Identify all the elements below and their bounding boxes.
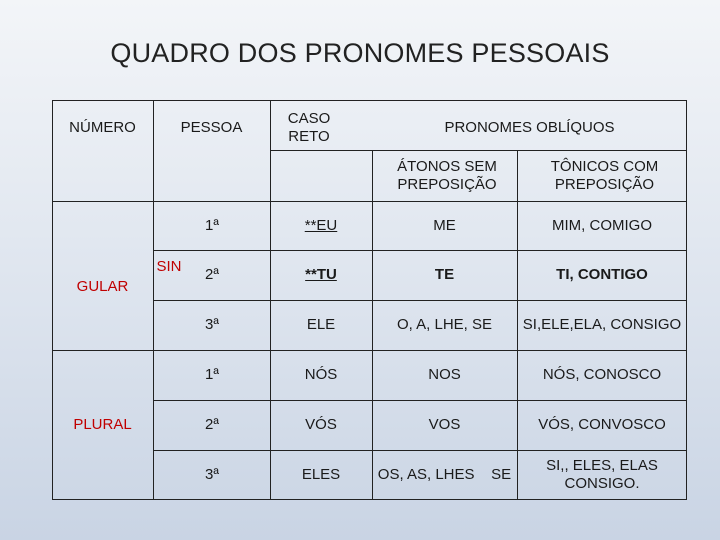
cell-caso-reto: VÓS [305, 416, 337, 433]
cell-pessoa: 3ª [205, 466, 219, 483]
header-caso-reto: CASO RETO [287, 109, 331, 145]
group-singular-left: GULAR [76, 278, 129, 295]
cell-atono: O, A, LHE, SE [396, 316, 493, 333]
cell-tonico: VÓS, CONVOSCO [538, 416, 666, 433]
cell-pessoa: 2ª [205, 416, 219, 433]
cell-pessoa: 1ª [205, 216, 219, 234]
page-title: QUADRO DOS PRONOMES PESSOAIS [110, 38, 610, 68]
cell-tonico: SI,ELE,ELA, CONSIGO [522, 316, 682, 333]
cell-tonico: MIM, COMIGO [552, 216, 652, 234]
header-pessoa: PESSOA [180, 118, 243, 136]
cell-atono: TE [434, 266, 455, 283]
cell-atono: NOS [428, 366, 461, 383]
header-numero: NÚMERO [69, 118, 136, 136]
cell-caso-reto: **EU [304, 216, 338, 234]
cell-tonico: SI,, ELES, ELAS CONSIGO. [546, 457, 658, 492]
group-plural: PLURAL [73, 416, 132, 433]
cell-pessoa: 1ª [205, 366, 219, 383]
cell-caso-reto: ELES [301, 466, 341, 483]
pronouns-table [52, 100, 687, 500]
cell-caso-reto: ELE [306, 316, 336, 333]
header-atonos: ÁTONOS SEM PREPOSIÇÃO [397, 157, 497, 193]
cell-atono: OS, AS, LHES SE [377, 466, 512, 483]
cell-caso-reto: NÓS [304, 366, 338, 383]
cell-tonico: TI, CONTIGO [556, 266, 648, 283]
cell-pessoa: 2ª [205, 266, 219, 283]
header-pronomes-obliquos: PRONOMES OBLÍQUOS [444, 118, 615, 136]
cell-atono: VOS [428, 416, 461, 433]
header-tonicos: TÔNICOS COM PREPOSIÇÃO [550, 157, 659, 193]
group-singular-right: SIN [156, 258, 182, 275]
cell-atono: ME [433, 216, 456, 234]
cell-tonico: NÓS, CONOSCO [542, 366, 662, 383]
cell-pessoa: 3ª [205, 316, 219, 333]
cell-caso-reto: **TU [305, 266, 337, 283]
